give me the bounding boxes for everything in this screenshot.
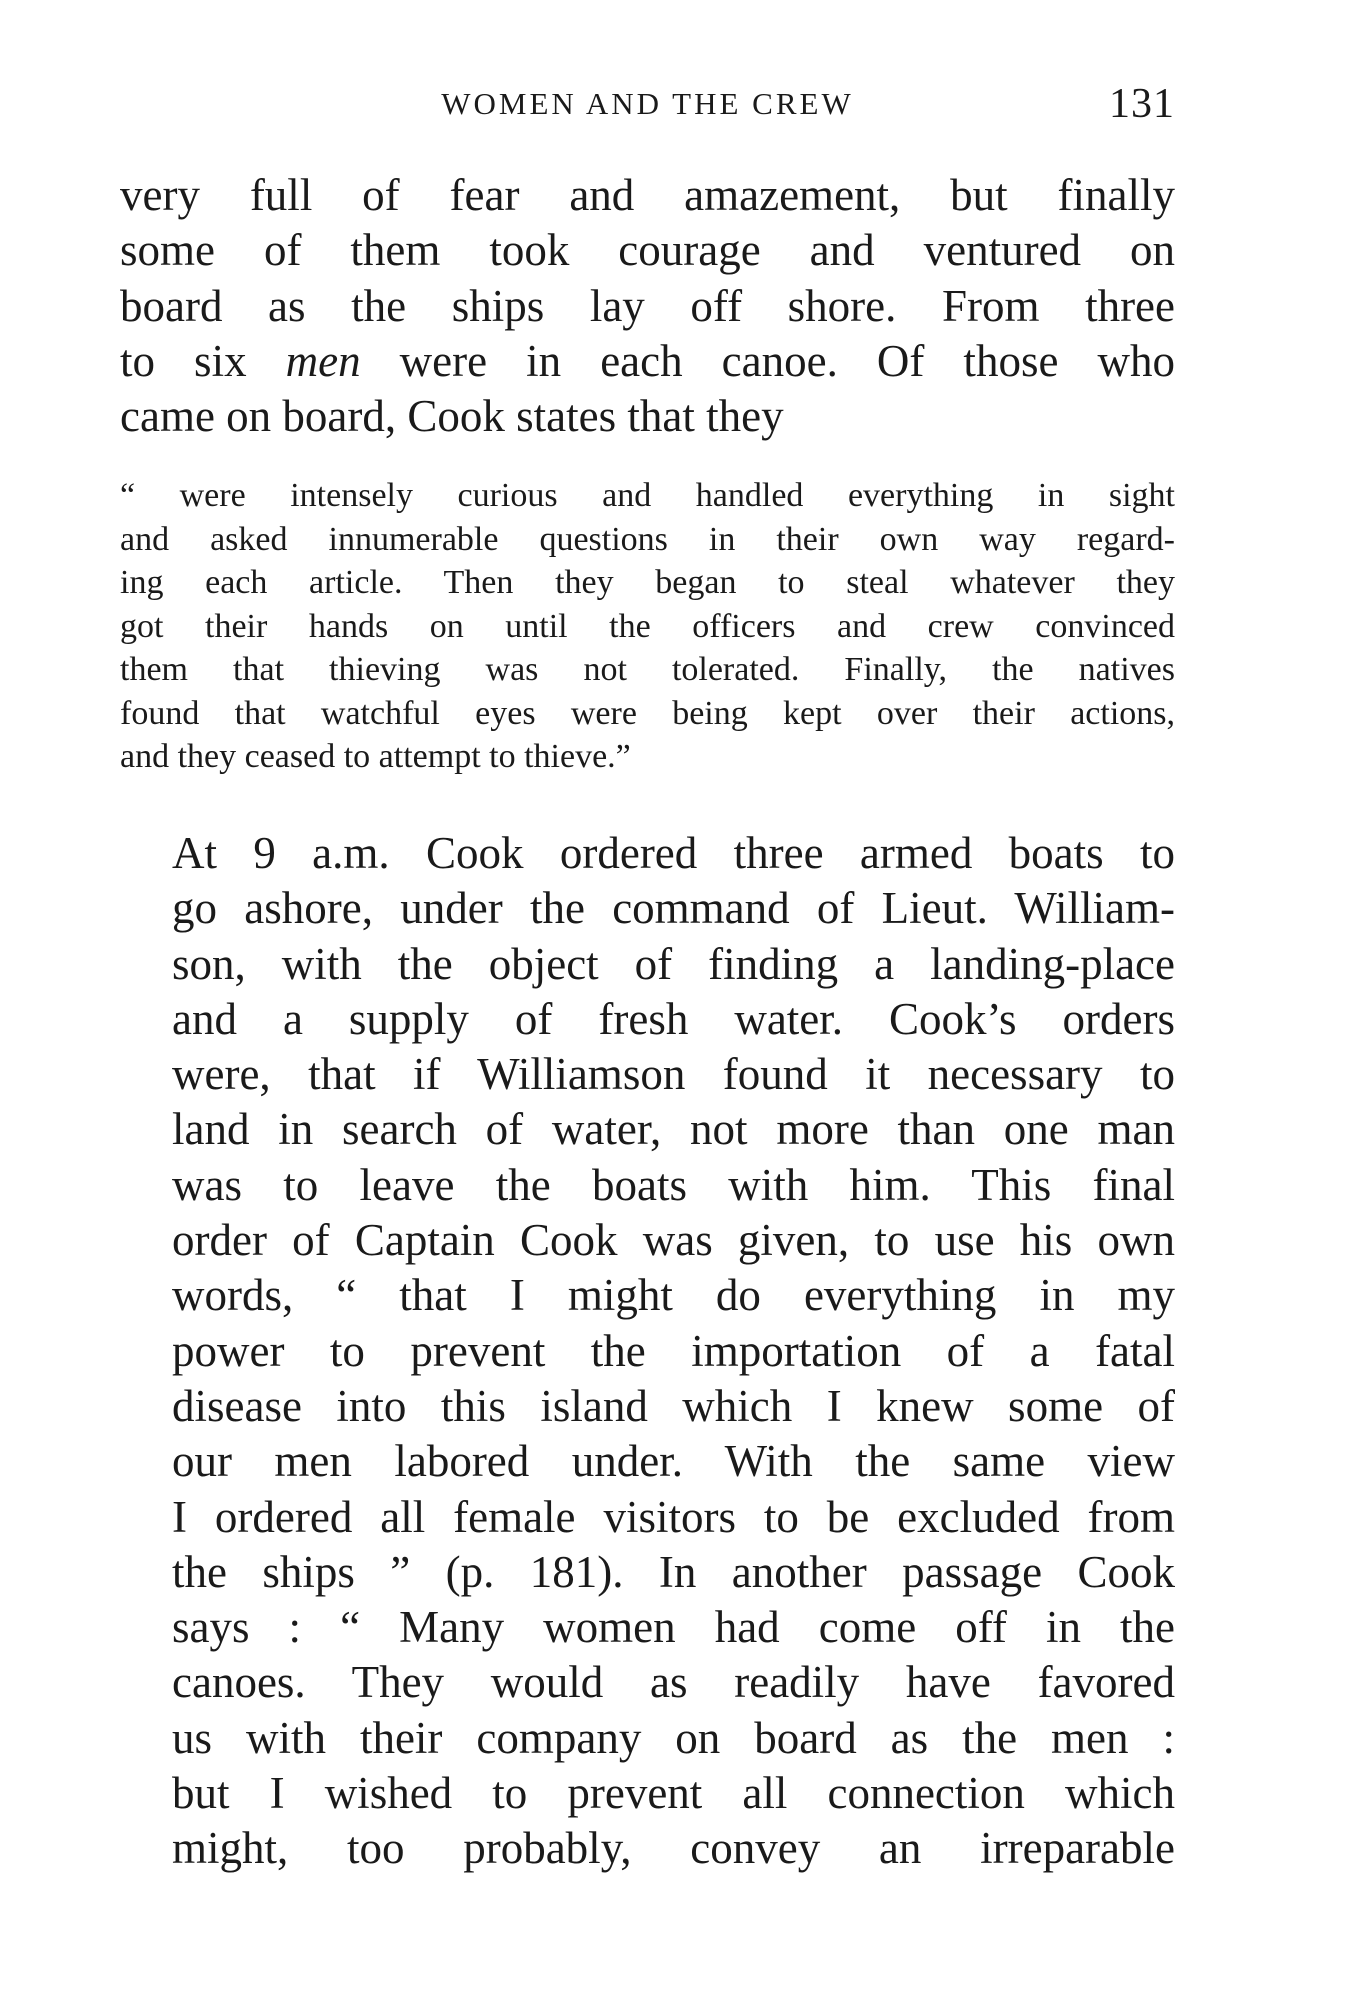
text-line: words, “ that I might do everything in my [172,1270,1175,1321]
quote-line: “ were intensely curious and handled everything in sight [120,477,1175,514]
page-header [120,81,1175,134]
quote-line: and asked innumerable questions in their own way regard- [120,520,1175,558]
text-line: came on board, Cook states that they [120,391,784,442]
text-line: some of them took courage and ventured on [120,225,1175,276]
text-line: but I wished to prevent all connection which [172,1768,1175,1819]
quote-line: and they ceased to attempt to thieve.” [120,738,631,775]
text-line: says : “ Many women had come off in the [172,1602,1175,1653]
text-line: and a supply of fresh water. Cook’s orders [172,993,1175,1044]
quote-line: found that watchful eyes were being kept over their actions, [120,694,1175,732]
text-line-with-emphasis [120,334,1175,389]
quote-line: ing each article. Then they began to steal whatever they [120,564,1175,601]
text-line: very full of fear and amazement, but finally [120,170,1175,220]
emphasized-word: men [285,335,361,386]
quote-line: got their hands on until the officers and crew convinced [120,607,1175,645]
text-line: might, too probably, convey an irreparable [172,1823,1175,1874]
text-line: canoes. They would as readily have favored [172,1657,1175,1708]
text-line: At 9 a.m. Cook ordered three armed boats to [172,828,1175,878]
running-title: WOMEN AND THE CREW [441,86,854,121]
text-line: were, that if Williamson found it necessary to [172,1049,1175,1100]
text-line: our men labored under. With the same view [172,1436,1175,1487]
paragraph [120,826,1175,1877]
text-run: were in each canoe. Of those who [360,335,1175,386]
block-quotation [120,474,1175,779]
text-line: I ordered all female visitors to be excluded from [172,1491,1175,1542]
text-run: to six [120,335,286,386]
text-line: power to prevent the importation of a fatal [172,1325,1175,1376]
text-line: us with their company on board as the men : [172,1712,1175,1763]
text-line: son, with the object of finding a landing-place [172,938,1175,989]
paragraph-continued [120,168,1175,444]
quote-line: them that thieving was not tolerated. Finally, the natives [120,651,1175,688]
text-line: land in search of water, not more than one man [172,1104,1175,1155]
text-line: board as the ships lay off shore. From three [120,280,1175,331]
text-line: order of Captain Cook was given, to use his own [172,1215,1175,1266]
text-line: was to leave the boats with him. This final [172,1159,1175,1210]
page-number: 131 [1109,81,1175,127]
text-line: go ashore, under the command of Lieut. William- [172,883,1175,934]
text-line: the ships ” (p. 181). In another passage Cook [172,1546,1175,1597]
text-line: disease into this island which I knew some of [172,1380,1175,1431]
